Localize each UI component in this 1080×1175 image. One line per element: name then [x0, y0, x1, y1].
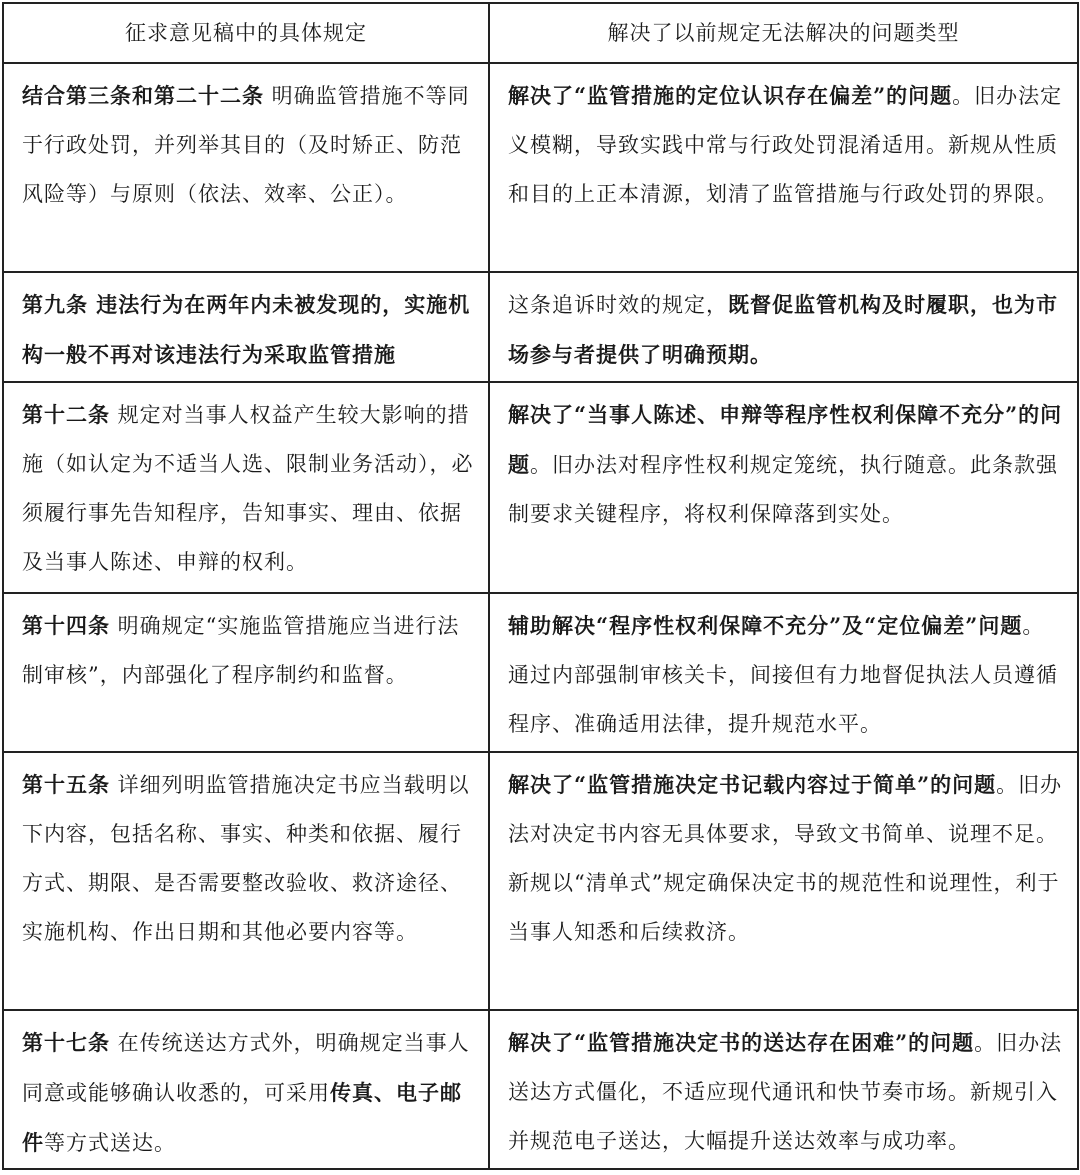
provision-cell	[3, 1010, 489, 1169]
provision-article: 第十二条	[22, 402, 110, 427]
table-row	[3, 752, 1078, 1010]
table-row	[3, 1010, 1078, 1169]
provision-text: 明确监管措施不等同于行政处罚，并列举其目的（及时矫正、防范风险等）与原则（依法、效率、公正）。	[22, 84, 470, 206]
provision-text: 规定对当事人权益产生较大影响的措施（如认定为不适当人选、限制业务活动），必须履行事先告知程序，告知事实、理由、依据及当事人陈述、申辩的权利。	[22, 403, 474, 574]
problem-cell	[489, 752, 1078, 1010]
problem-cell	[489, 1010, 1078, 1169]
table-row	[3, 593, 1078, 752]
table-row	[3, 63, 1078, 272]
problem-cell	[489, 63, 1078, 272]
problem-cell	[489, 382, 1078, 593]
problem-summary: 解决了“当事人陈述、申辩等程序性权利保障不充分”的问题	[508, 402, 1063, 477]
table-row	[3, 382, 1078, 593]
table-row	[3, 272, 1078, 382]
provision-article: 第十七条	[22, 1030, 110, 1055]
problem-text: 。旧办法定义模糊，导致实践中常与行政处罚混淆适用。新规从性质和目的上正本清源，划清了监管措施与行政处罚的界限。	[508, 84, 1063, 206]
provision-article: 第十四条	[22, 613, 110, 638]
problem-cell	[489, 272, 1078, 382]
provision-cell	[3, 382, 489, 593]
problem-summary: 解决了“监管措施决定书的送达存在困难”的问题	[508, 1030, 975, 1055]
problem-summary: 解决了“监管措施决定书记载内容过于简单”的问题	[508, 772, 997, 797]
problem-text: 。旧办法对程序性权利规定笼统，执行随意。此条款强制要求关键程序，将权利保障落到实处。	[508, 453, 1058, 526]
provision-cell	[3, 593, 489, 752]
problem-cell	[489, 593, 1078, 752]
problem-summary: 既督促监管机构及时履职，也为市场参与者提供了明确预期。	[508, 292, 1058, 367]
problem-summary: 解决了“监管措施的定位认识存在偏差”的问题	[508, 83, 953, 108]
header-provision: 征求意见稿中的具体规定	[3, 3, 489, 63]
provision-article: 第十五条	[22, 772, 110, 797]
provision-article: 结合第三条和第二十二条	[22, 83, 264, 108]
provision-text-end: 等方式送达。	[44, 1131, 176, 1155]
problem-text: 。旧办法送达方式僵化，不适应现代通讯和快节奏市场。新规引入并规范电子送达，大幅提升送达效率与成功率。	[508, 1031, 1063, 1153]
provision-emphasis: 传真、电子邮件	[22, 1080, 462, 1155]
problem-summary: 辅助解决“程序性权利保障不充分”及“定位偏差”问题	[508, 613, 1023, 638]
problem-text: 。通过内部强制审核关卡，间接但有力地督促执法人员遵循程序、准确适用法律，提升规范水平。	[508, 614, 1058, 736]
provision-cell	[3, 752, 489, 1010]
provision-text: 在传统送达方式外，明确规定当事人同意或能够确认收悉的，可采用	[22, 1031, 470, 1105]
provision-article: 第九条 违法行为在两年内未被发现的，实施机构一般不再对该违法行为采取监管措施	[22, 292, 471, 367]
header-problem-type: 解决了以前规定无法解决的问题类型	[489, 3, 1078, 63]
problem-text: 。旧办法对决定书内容无具体要求，导致文书简单、说理不足。新规以“清单式”规定确保决定书的规范性和说理性，利于当事人知悉和后续救济。	[508, 773, 1063, 944]
problem-text: 这条追诉时效的规定，	[508, 293, 728, 317]
comparison-table	[2, 2, 1079, 1170]
provision-text: 明确规定“实施监管措施应当进行法制审核”，内部强化了程序制约和监督。	[22, 614, 460, 687]
provision-text: 详细列明监管措施决定书应当载明以下内容，包括名称、事实、种类和依据、履行方式、期限、是否需要整改验收、救济途径、实施机构、作出日期和其他必要内容等。	[22, 773, 470, 944]
provision-cell	[3, 63, 489, 272]
provision-cell	[3, 272, 489, 382]
table-header-row	[3, 3, 1078, 63]
